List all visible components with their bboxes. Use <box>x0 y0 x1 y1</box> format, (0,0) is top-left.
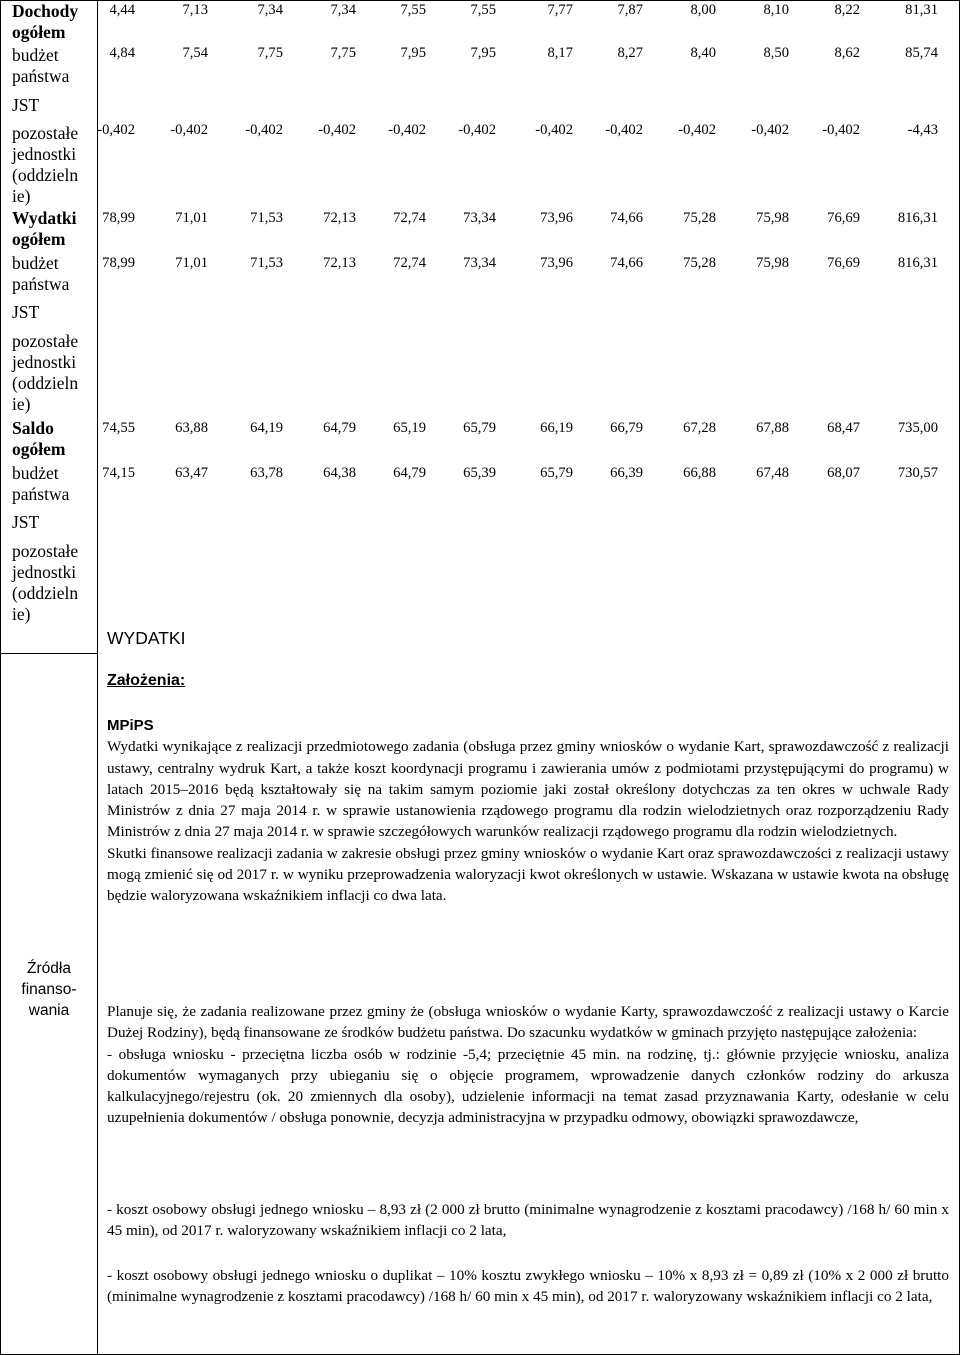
table-cell: 816,31 <box>897 255 938 271</box>
table-row <box>108 45 938 65</box>
table-cell: 8,27 <box>617 45 643 61</box>
table-cell: 65,79 <box>540 465 573 481</box>
table-cell: 63,78 <box>250 465 283 481</box>
table-cell: 7,95 <box>400 45 426 61</box>
table-cell: 71,53 <box>250 255 283 271</box>
row-label: państwa <box>12 66 70 86</box>
table-cell: 65,19 <box>393 420 426 436</box>
row-label: ogółem <box>12 22 66 42</box>
duplicate-cost-paragraph <box>107 1265 949 1308</box>
table-cell: 8,62 <box>834 45 860 61</box>
table-row <box>102 210 938 230</box>
row-label: budżet <box>12 463 59 483</box>
zrodla-line: Źródła <box>27 960 71 977</box>
table-cell: 74,55 <box>102 420 135 436</box>
table-cell: 67,88 <box>756 420 789 436</box>
table-row <box>102 255 938 275</box>
table-cell: 4,84 <box>109 45 135 61</box>
table-cell: 72,74 <box>393 255 426 271</box>
paragraph: - koszt osobowy obsługi jednego wniosku – 8,93 zł (2 000 zł brutto (minimalne wynagrodzenie z kosztami pracodawcy) /168 h/ 60 min x 45 min), od 2017 r. waloryzowany wskaźnikiem inflacji co 2 lata, <box>107 1201 949 1240</box>
paragraph: - obsługa wniosku - przeciętna liczba osób w rodzinie -5,4; przeciętnie 45 min. na rodzinę, tj.: głównie przyjęcie wniosku, analiza dokumentów wymaganych przy ubieganiu się o objęcie programem, wprowadzenie danych członków rodziny do arkusza kalkulacyjnego/rejestru (ok. 20 zmiennych dla osoby), udzielenie informacji na temat zasad przyznawania Karty, odesłanie w celu uzupełnienia dokumentów / obsługa ponownie, decyzja administracyjna w przypadku odmowy, obowiązki sprawozdawcze, <box>107 1045 949 1127</box>
table-cell: 65,79 <box>463 420 496 436</box>
table-cell: 4,44 <box>109 2 135 18</box>
row-label: ie) <box>12 394 31 414</box>
row-label: pozostałe <box>12 541 79 561</box>
table-cell: 7,95 <box>470 45 496 61</box>
row-label: państwa <box>12 484 70 504</box>
table-cell: 7,55 <box>470 2 496 18</box>
table-cell: 71,53 <box>250 210 283 226</box>
assumptions-block <box>107 1001 949 1129</box>
table-cell: 8,17 <box>547 45 573 61</box>
table-cell: 7,54 <box>182 45 208 61</box>
table-cell: 66,39 <box>610 465 643 481</box>
table-cell: -0,402 <box>822 122 860 138</box>
table-row <box>97 122 938 142</box>
table-cell: 8,10 <box>763 2 789 18</box>
table-cell: -0,402 <box>97 122 135 138</box>
table-cell: -0,402 <box>170 122 208 138</box>
paragraph: Skutki finansowe realizacji zadania w zakresie obsługi przez gminy wniosków o wydanie Kart oraz sprawozdawczości z realizacji ustawy mogą zmienić się od 2017 r. w wyniku przeprowadzenia waloryzacji kwot określonych w ustawie. Wskazana w ustawie kwota na obsługę będzie waloryzowana wskaźnikiem inflacji co dwa lata. <box>107 844 949 905</box>
row-label: JST <box>12 512 40 532</box>
table-cell: 76,69 <box>827 255 860 271</box>
paragraph: Wydatki wynikające z realizacji przedmiotowego zadania (obsługa przez gminy wniosków o wydanie Kart, sprawozdawczość z realizacji ustawy, centralny wydruk Kart, a także koszt koordynacji programu i zawierania umów z podmiotami przystępującymi do programu) w latach 2015–2016 będą kształtowały się na takim samym poziomie jaki został określony dotychczas za ten okres w uchwale Rady Ministrów z dnia 27 maja 2014 r. w sprawie ustanowienia rządowego programu dla rodzin wielodzietnych oraz rozporządzeniu Rady Ministrów z dnia 27 maja 2014 r. w sprawie szczegółowych warunków realizacji rządowego programu dla rodzin wielodzietnych. <box>107 738 949 841</box>
wydatki-heading: WYDATKI <box>107 628 186 648</box>
row-label: Saldo <box>12 418 54 438</box>
table-cell: -0,402 <box>751 122 789 138</box>
table-cell: 68,47 <box>827 420 860 436</box>
table-row <box>108 2 938 22</box>
row-label: budżet <box>12 253 59 273</box>
paragraph: - koszt osobowy obsługi jednego wniosku o duplikat – 10% kosztu zwykłego wniosku – 10% x 8,93 zł = 0,89 zł (10% x 2 000 zł brutto (minimalne wynagrodzenie z kosztami pracodawcy) /168 h/ 60 min x 45 min), od 2017 r. waloryzowany wskaźnikiem inflacji co 2 lata, <box>107 1267 949 1306</box>
row-label: (oddzieln <box>12 165 79 185</box>
table-cell: 7,75 <box>330 45 356 61</box>
table-cell: 73,96 <box>540 210 573 226</box>
table-cell: 75,28 <box>683 210 716 226</box>
table-cell: 68,07 <box>827 465 860 481</box>
table-cell: 64,79 <box>323 420 356 436</box>
row-label: ie) <box>12 186 31 206</box>
row-label: ogółem <box>12 229 66 249</box>
table-cell: 64,19 <box>250 420 283 436</box>
row-label: (oddzieln <box>12 583 79 603</box>
paragraph: Planuje się, że zadania realizowane przez gminy że (obsługa wniosków o wydanie Karty, sprawozdawczość z realizacji ustawy o Karcie Dużej Rodziny), będą finansowane ze środków budżetu państwa. Do szacunku wydatków w gminach przyjęto następujące założenia: <box>107 1003 949 1042</box>
table-cell: 71,01 <box>175 255 208 271</box>
table-cell: 7,87 <box>617 2 643 18</box>
table-row <box>102 420 938 440</box>
table-cell: 76,69 <box>827 210 860 226</box>
table-cell: 65,39 <box>463 465 496 481</box>
table-cell: 8,40 <box>690 45 716 61</box>
table-cell: 735,00 <box>897 420 938 436</box>
table-cell: 72,74 <box>393 210 426 226</box>
table-cell: 63,88 <box>175 420 208 436</box>
zrodla-line: finanso- <box>21 981 77 998</box>
table-cell: 7,34 <box>257 2 283 18</box>
table-cell: 85,74 <box>905 45 938 61</box>
table-row <box>102 465 938 485</box>
section-divider <box>0 653 98 654</box>
table-cell: 74,66 <box>610 210 643 226</box>
table-cell: 72,13 <box>323 210 356 226</box>
table-cell: 730,57 <box>897 465 938 481</box>
row-label: pozostałe <box>12 331 79 351</box>
table-cell: 63,47 <box>175 465 208 481</box>
table-cell: 73,34 <box>463 255 496 271</box>
row-label: JST <box>12 95 40 115</box>
table-cell: -0,402 <box>678 122 716 138</box>
table-cell: -0,402 <box>458 122 496 138</box>
table-cell: -0,402 <box>245 122 283 138</box>
table-cell: 816,31 <box>897 210 938 226</box>
zrodla-line: wania <box>28 1002 70 1019</box>
row-label: ogółem <box>12 439 66 459</box>
table-cell: 7,77 <box>547 2 573 18</box>
table-cell: 66,19 <box>540 420 573 436</box>
row-label: Dochody <box>12 1 79 21</box>
table-cell: 66,88 <box>683 465 716 481</box>
table-cell: 64,79 <box>393 465 426 481</box>
table-cell: 67,48 <box>756 465 789 481</box>
mpips-heading: MPiPS <box>107 717 154 734</box>
row-label: jednostki <box>12 352 77 372</box>
table-cell: 71,01 <box>175 210 208 226</box>
table-cell: 75,98 <box>756 255 789 271</box>
table-cell: 8,22 <box>834 2 860 18</box>
table-cell: -0,402 <box>388 122 426 138</box>
row-label: ie) <box>12 604 31 624</box>
mpips-block <box>107 715 949 907</box>
table-cell: -0,402 <box>318 122 356 138</box>
table-cell: 78,99 <box>102 210 135 226</box>
table-cell: -0,402 <box>535 122 573 138</box>
table-cell: 67,28 <box>683 420 716 436</box>
table-cell: 7,75 <box>257 45 283 61</box>
table-cell: 74,15 <box>102 465 135 481</box>
table-cell: 73,96 <box>540 255 573 271</box>
table-cell: 78,99 <box>102 255 135 271</box>
table-cell: 75,28 <box>683 255 716 271</box>
table-cell: 7,55 <box>400 2 426 18</box>
table-cell: 66,79 <box>610 420 643 436</box>
row-label: Wydatki <box>12 208 77 228</box>
row-label: pozostałe <box>12 123 79 143</box>
table-cell: 75,98 <box>756 210 789 226</box>
table-cell: -4,43 <box>907 122 938 138</box>
table-cell: 7,13 <box>182 2 208 18</box>
row-label: (oddzieln <box>12 373 79 393</box>
row-label: JST <box>12 302 40 322</box>
row-label: budżet <box>12 45 59 65</box>
table-cell: 72,13 <box>323 255 356 271</box>
table-cell: 64,38 <box>323 465 356 481</box>
table-cell: 74,66 <box>610 255 643 271</box>
row-label: jednostki <box>12 144 77 164</box>
table-cell: 8,50 <box>763 45 789 61</box>
row-label: jednostki <box>12 562 77 582</box>
table-cell: 73,34 <box>463 210 496 226</box>
table-cell: 8,00 <box>690 2 716 18</box>
column-divider <box>97 0 98 1355</box>
table-cell: -0,402 <box>605 122 643 138</box>
zrodla-finansowania-label <box>0 958 98 1021</box>
table-cell: 7,34 <box>330 2 356 18</box>
cost-paragraph <box>107 1199 949 1242</box>
zalozenia-heading: Założenia: <box>107 672 186 689</box>
table-cell: 81,31 <box>905 2 938 18</box>
row-label: państwa <box>12 274 70 294</box>
